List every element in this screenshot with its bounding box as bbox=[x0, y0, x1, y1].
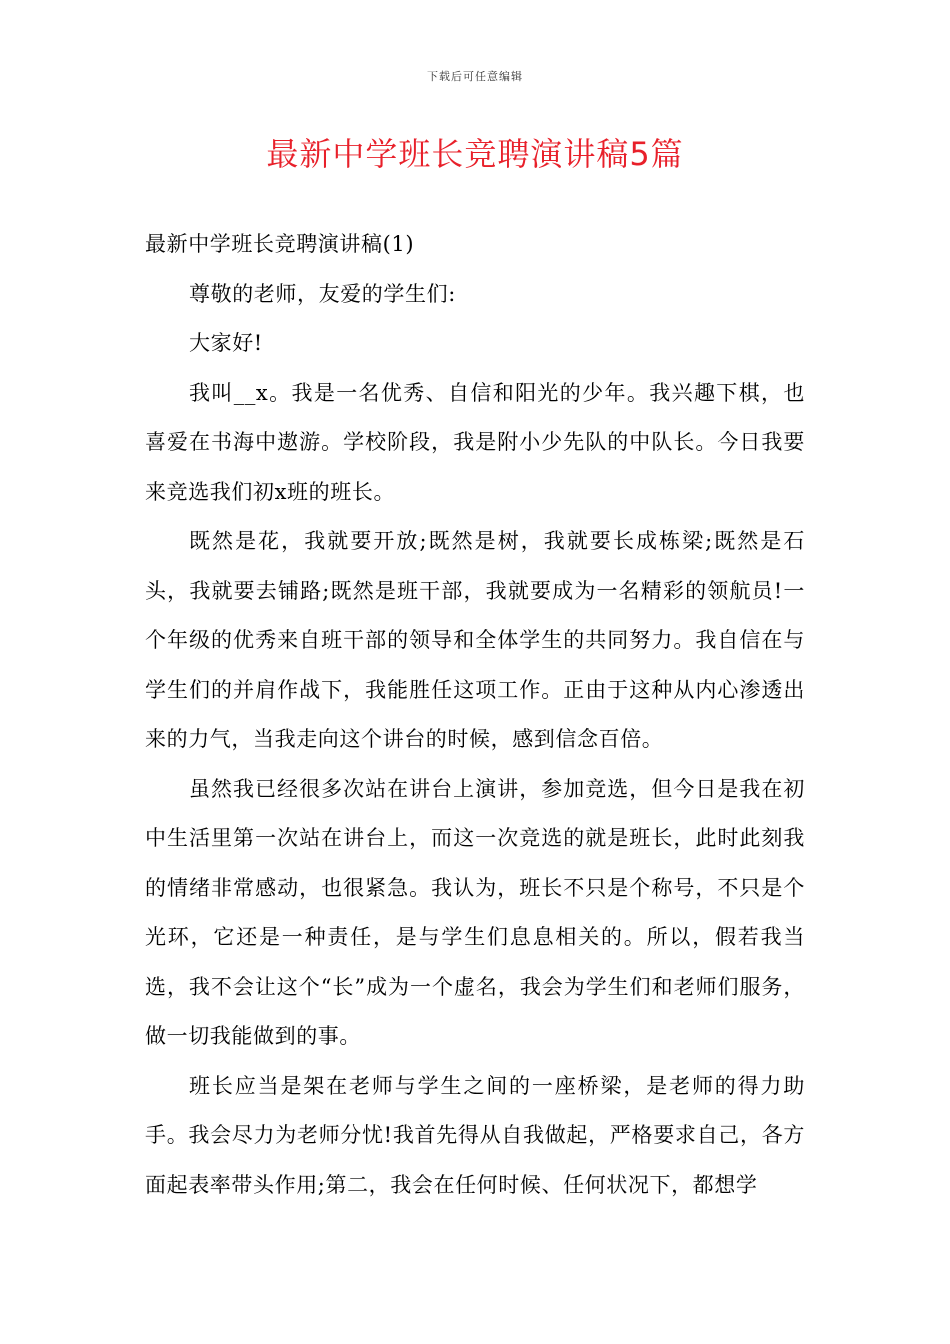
paragraph: 虽然我已经很多次站在讲台上演讲，参加竞选，但今日是我在初中生活里第一次站在讲台上，而这一次竞选的就是班长，此时此刻我的情绪非常感动，也很紧急。我认为，班长不只是个称号，不只是个光环，它还是一种责任，是与学生们息息相关的。所以，假若我当选，我不会让这个“长”成为一个虚名，我会为学生们和老师们服务，做一切我能做到的事。 bbox=[145, 776, 805, 1048]
paragraph: 班长应当是架在老师与学生之间的一座桥梁，是老师的得力助手。我会尽力为老师分忧!我首先得从自我做起，严格要求自己，各方面起表率带头作用;第二，我会在任何时候、任何状况下，都想学 bbox=[145, 1073, 805, 1197]
greeting: 大家好! bbox=[189, 331, 263, 355]
paragraph: 我叫__x。我是一名优秀、自信和阳光的少年。我兴趣下棋，也喜爱在书海中遨游。学校阶段，我是附小少先队的中队长。今日我要来竞选我们初x班的班长。 bbox=[145, 380, 805, 504]
document-title: 最新中学班长竞聘演讲稿5篇 bbox=[266, 135, 684, 173]
document-body bbox=[145, 220, 805, 1210]
section-heading: 最新中学班长竞聘演讲稿(1) bbox=[145, 232, 415, 256]
paragraph: 既然是花，我就要开放;既然是树，我就要长成栋梁;既然是石头，我就要去铺路;既然是班干部，我就要成为一名精彩的领航员!一个年级的优秀来自班干部的领导和全体学生的共同努力。我自信在与学生们的并肩作战下，我能胜任这项工作。正由于这种从内心渗透出来的力气，当我走向这个讲台的时候，感到信念百倍。 bbox=[145, 529, 805, 751]
header-note: 下载后可任意编辑 bbox=[427, 70, 523, 83]
salutation: 尊敬的老师，友爱的学生们: bbox=[189, 281, 456, 306]
